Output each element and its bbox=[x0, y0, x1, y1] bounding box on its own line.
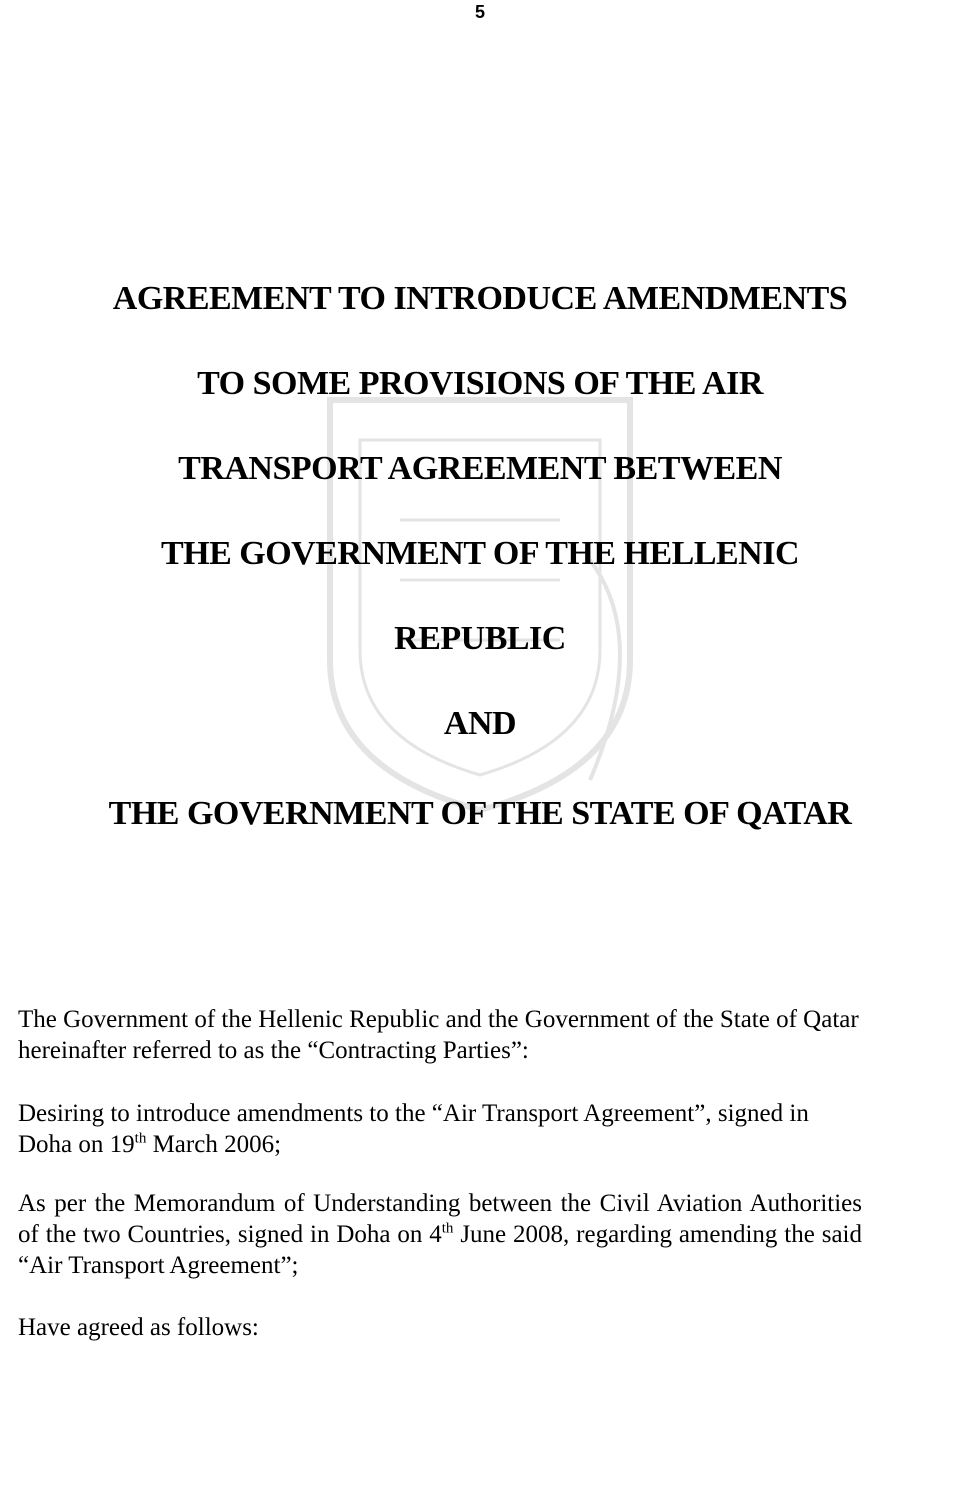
title-line-5: REPUBLIC bbox=[394, 620, 566, 657]
title-line-6: AND bbox=[443, 705, 517, 742]
paragraph-desiring-text: Desiring to introduce amendments to the “Air Transport Agreement”, signed in Doha on 19 bbox=[18, 1100, 809, 1158]
paragraph-memorandum-rest: June 2008, regarding amending the said “Air Transport Agreement”; bbox=[18, 1221, 862, 1279]
title-line-2: TO SOME PROVISIONS OF THE AIR bbox=[197, 365, 763, 402]
paragraph-memorandum-text: As per the Memorandum of Understanding between the Civil Aviation Authorities of the two Countries, signed in Doha on 4 bbox=[18, 1190, 862, 1248]
paragraph-memorandum bbox=[18, 1188, 862, 1281]
title-line-3: TRANSPORT AGREEMENT BETWEEN bbox=[178, 450, 782, 487]
title-line-4: THE GOVERNMENT OF THE HELLENIC bbox=[160, 535, 800, 572]
title-line-1: AGREEMENT TO INTRODUCE AMENDMENTS bbox=[112, 280, 848, 317]
paragraph-parties: The Government of the Hellenic Republic and the Government of the State of Qatar hereinafter referred to as the “Contracting Parties”: bbox=[18, 1006, 859, 1064]
faded-seal-watermark-icon bbox=[290, 380, 670, 820]
title-line-7: THE GOVERNMENT OF THE STATE OF QATAR bbox=[108, 795, 852, 832]
paragraph-agreed: Have agreed as follows: bbox=[18, 1314, 259, 1341]
paragraph-desiring bbox=[18, 1098, 862, 1160]
page-number: 5 bbox=[474, 2, 485, 22]
ordinal-suffix: th bbox=[441, 1220, 454, 1237]
ordinal-suffix: th bbox=[134, 1130, 147, 1147]
paragraph-desiring-date: March 2006; bbox=[146, 1131, 282, 1158]
